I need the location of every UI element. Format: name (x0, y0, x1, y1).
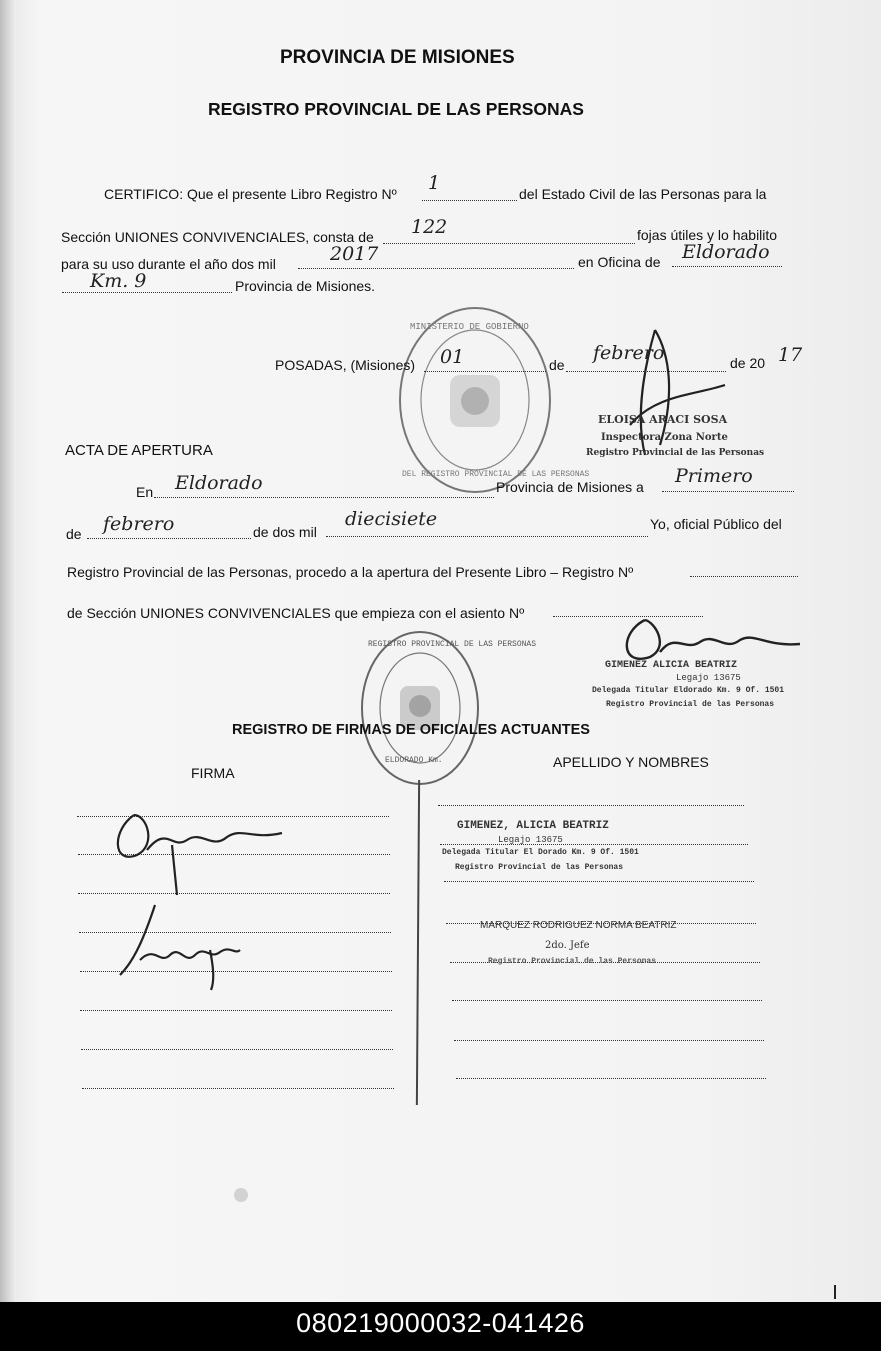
nombre-row-line (440, 844, 748, 845)
acta-de: de (66, 526, 82, 542)
inspector-stamp-name: ELOISA ARACI SOSA (598, 413, 728, 426)
dotted-field (424, 371, 546, 372)
hw-oficina-2: Km. 9 (90, 270, 147, 292)
gimenez-stamp-legajo: Legajo 13675 (676, 673, 741, 683)
dotted-field (154, 497, 494, 498)
round-seal-1-icon (395, 303, 555, 498)
gimenez-stamp-org: Registro Provincial de las Personas (606, 700, 775, 709)
hw-fecha-dia: 01 (440, 346, 465, 368)
dotted-field (383, 243, 635, 244)
cert-line2-a: Sección UNIONES CONVIVENCIALES, consta de (61, 229, 374, 245)
acta-provincia: Provincia de Misiones a (496, 479, 644, 495)
marquez-stamp-cargo: 2do. Jefe (545, 940, 590, 951)
gimenez2-stamp-name: GIMENEZ, ALICIA BEATRIZ (457, 820, 609, 832)
dotted-field (690, 576, 798, 577)
document-subtitle: REGISTRO PROVINCIAL DE LAS PERSONAS (208, 99, 584, 119)
acta-de-dos-mil: de dos mil (253, 524, 317, 540)
page-binding-edge (0, 0, 16, 1302)
smudge (234, 1188, 248, 1202)
col-nombres-header: APELLIDO Y NOMBRES (553, 754, 709, 770)
gimenez-stamp-cargo: Delegada Titular Eldorado Km. 9 Of. 1501 (592, 686, 785, 695)
gimenez-stamp-name: GIMENEZ ALICIA BEATRIZ (605, 660, 738, 671)
hw-libro-num: 1 (428, 172, 441, 194)
hw-fecha-anio: 17 (778, 344, 803, 366)
dotted-field (87, 538, 251, 539)
cert-line2-b: fojas útiles y lo habilito (637, 227, 778, 243)
inspector-stamp-title: Inspectora Zona Norte (601, 432, 728, 443)
barcode-footer-bar (0, 1302, 881, 1351)
firma-row-line (80, 1010, 392, 1011)
acta-registro-line: Registro Provincial de las Personas, procedo a la apertura del Presente Libro – Registro Nº (67, 564, 634, 580)
dotted-field (298, 268, 574, 269)
cert-line3-a: para su uso durante el año dos mil (61, 256, 276, 272)
nombre-row-line (454, 1040, 764, 1041)
col-firma-header: FIRMA (191, 765, 235, 781)
inspector-signature-icon (615, 325, 735, 465)
dotted-field (62, 292, 232, 293)
acta-en: En (136, 484, 154, 500)
nombre-row-line (452, 1000, 762, 1001)
dotted-field (326, 536, 648, 537)
nombre-row-line (456, 1078, 766, 1079)
nombre-row-line (444, 881, 754, 882)
fecha-de-1: de (549, 357, 565, 373)
hw-oficina-1: Eldorado (682, 241, 770, 263)
document-title: PROVINCIA DE MISIONES (280, 47, 515, 68)
cert-line1-a: CERTIFICO: Que el presente Libro Registro Nº (104, 186, 397, 202)
barcode-text: 080219000032-041426 (296, 1308, 585, 1338)
gimenez2-stamp-org: Registro Provincial de las Personas (455, 863, 624, 872)
cert-line4: Provincia de Misiones. (235, 278, 376, 294)
fecha-de-2: de 20 (730, 355, 766, 371)
round-seal-1-text: MINISTERIO DE GOBIERNO (410, 322, 529, 332)
acta-seccion-line: de Sección UNIONES CONVIVENCIALES que empieza con el asiento Nº (67, 605, 525, 621)
round-seal-2-icon (358, 628, 483, 798)
acta-heading: ACTA DE APERTURA (65, 442, 213, 459)
gimenez2-stamp-legajo: Legajo 13675 (498, 835, 563, 845)
inspector-stamp-org: Registro Provincial de las Personas (586, 448, 765, 458)
dotted-field (672, 266, 782, 267)
cert-line3-b: en Oficina de (578, 254, 661, 270)
hw-acta-mes: febrero (103, 513, 175, 535)
firma-1-signature-icon (112, 805, 292, 900)
marquez-stamp-org: Registro Provincial de las Personas (488, 957, 657, 966)
fecha-lugar: POSADAS, (Misiones) (275, 357, 416, 373)
dotted-field (422, 200, 517, 201)
column-divider (416, 780, 420, 1105)
hw-anio: 2017 (330, 243, 379, 265)
margin-mark (834, 1285, 836, 1299)
hw-fecha-mes: febrero (593, 342, 665, 364)
round-seal-1-ring: DEL REGISTRO PROVINCIAL DE LAS PERSONAS (402, 470, 590, 479)
firma-row-line (81, 1049, 393, 1050)
round-seal-2-inner: ELDORADO Km. (385, 756, 443, 765)
dotted-field (662, 491, 794, 492)
firma-row-line (82, 1088, 394, 1089)
round-seal-2-ring: REGISTRO PROVINCIAL DE LAS PERSONAS (368, 640, 537, 649)
nombre-row-line (438, 805, 744, 806)
hw-acta-anio: diecisiete (345, 508, 438, 530)
hw-acta-dia: Primero (675, 465, 753, 487)
gimenez-signature-icon (615, 612, 815, 667)
hw-fojas: 122 (411, 216, 448, 238)
cert-line1-b: del Estado Civil de las Personas para la (519, 186, 767, 202)
marquez-stamp-name: MARQUEZ RODRIGUEZ NORMA BEATRIZ (480, 920, 677, 931)
firmas-heading: REGISTRO DE FIRMAS DE OFICIALES ACTUANTES (232, 722, 590, 738)
firma-2-signature-icon (115, 900, 250, 995)
gimenez2-stamp-cargo: Delegada Titular El Dorado Km. 9 Of. 1501 (442, 848, 639, 857)
acta-oficial: Yo, oficial Público del (650, 516, 782, 532)
hw-acta-lugar: Eldorado (175, 472, 263, 494)
